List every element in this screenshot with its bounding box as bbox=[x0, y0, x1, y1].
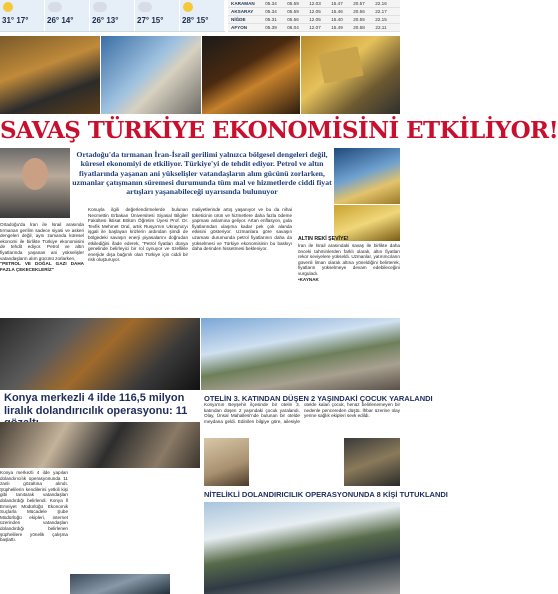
prayer-time: 12.05 bbox=[309, 17, 321, 22]
prayer-city: KARAMAN bbox=[231, 1, 255, 6]
prayer-time: 05.56 bbox=[287, 17, 299, 22]
cloud-icon bbox=[93, 2, 107, 12]
sun-cloud-icon bbox=[3, 2, 13, 12]
photo-suspects bbox=[70, 574, 170, 594]
article-column-4 bbox=[298, 236, 400, 322]
photo-gold-chart bbox=[334, 148, 400, 204]
page-headline: SAVAŞ TÜRKİYE EKONOMİSİNİ ETKİLİYOR! bbox=[0, 117, 558, 144]
article-text: İran ile İsrail arasındaki savaş ile birlikte daha önceki tahminlerden farklı olarak, altın fiyatları rekor seviyelere yükseldi. Uzmanlar, yatırımcıların güvenli liman olarak altına yöneldiğini belirterek, fiyatların yükselmeye devam edebileceğini vurguladı. bbox=[298, 243, 400, 276]
photo-gold-bars bbox=[301, 36, 400, 114]
weather-temp: 26° 14° bbox=[47, 16, 74, 25]
weather-day-5 bbox=[180, 0, 225, 31]
article-column-1 bbox=[0, 222, 84, 320]
weather-day-1 bbox=[0, 0, 45, 31]
photo-city-view bbox=[201, 318, 400, 390]
author-photo bbox=[0, 148, 70, 218]
prayer-row bbox=[228, 8, 400, 16]
prayer-time: 22.15 bbox=[375, 17, 387, 22]
photo-hotel bbox=[204, 438, 249, 486]
prayer-city: AKSARAY bbox=[231, 9, 254, 14]
story-body-otel-2 bbox=[252, 438, 342, 488]
prayer-time: 05.39 bbox=[265, 25, 277, 30]
prayer-row bbox=[228, 0, 400, 8]
prayer-row bbox=[228, 16, 400, 24]
article-text: maliyetlerinde artış yaşanıyor ve bu da nihai tüketicinin ürün ve hizmetlere daha fazla ödeme yapması anlamına geliyor. Artan enflasyon, gıda fiyatlarından ulaşıma kadar pek çok alanda etkisini gösteriyor. Uzmanlara göre savaşın uzaması durumunda petrol fiyatlarının daha da yükselmesi ve Türkiye ekonomisinin bu baskıyı daha derinden hissetmesi bekleniyor. bbox=[192, 207, 292, 252]
prayer-time: 20.57 bbox=[353, 1, 365, 6]
article-signature: •KAYNAK bbox=[298, 276, 319, 282]
story-headline-otel: OTELİN 3. KATINDAN DÜŞEN 2 YAŞINDAKİ ÇOCUK YARALANDI bbox=[204, 394, 433, 403]
photo-oil-rig bbox=[202, 36, 300, 114]
photo-police-operation bbox=[0, 422, 200, 468]
prayer-city: NİĞDE bbox=[231, 17, 246, 22]
prayer-time: 22.16 bbox=[375, 1, 387, 6]
prayer-time: 06.04 bbox=[287, 25, 299, 30]
prayer-time: 15.47 bbox=[331, 1, 343, 6]
story-body-konya-3 bbox=[136, 470, 200, 570]
prayer-city: AFYON bbox=[231, 25, 248, 30]
prayer-time: 05.59 bbox=[287, 9, 299, 14]
story-headline-konya: Konya merkezli 4 ilde 116,5 milyon liralık dolandırıcılık operasyonu: 11 bbox=[4, 392, 188, 417]
prayer-time: 05.59 bbox=[287, 1, 299, 6]
prayer-time: 20.58 bbox=[353, 25, 365, 30]
photo-arrest bbox=[204, 502, 400, 594]
prayer-time: 15.46 bbox=[331, 9, 343, 14]
prayer-time: 20.56 bbox=[353, 9, 365, 14]
photo-fuel-pump bbox=[101, 36, 201, 114]
prayer-time: 20.55 bbox=[353, 17, 365, 22]
prayer-time: 15.40 bbox=[331, 17, 343, 22]
photo-ambulance bbox=[344, 438, 400, 486]
weather-temp: 27° 15° bbox=[137, 16, 164, 25]
weather-temp: 26° 13° bbox=[92, 16, 119, 25]
weather-day-2 bbox=[45, 0, 90, 31]
article-text: Konuyla ilgili değerlendirmelerde bulunan Necmettin Erbakan Üniversitesi Siyasal Bilgiler Fakültesi İktisat Bölüm Öğretim Üyesi Prof. Dr. Tevfik Mehmet Oral, artık Rusya'nın Ukrayna'yı işgali ile başlayan krizlerin ardından şimdi de bölgedeki savaşın enerji piyasalarını doğrudan etkilediğini ifade ederek, "Petrol fiyatları dünya genelinde belirleyici bir rol oynuyor ve özellikle enerjide dışa bağımlı olan Türkiye için ciddi bir risk oluşturuyor. bbox=[88, 207, 188, 263]
prayer-time: 05.31 bbox=[265, 17, 277, 22]
photo-oil-refinery bbox=[0, 318, 200, 390]
weather-day-3 bbox=[90, 0, 135, 31]
story-body-konya: Konya merkezli 4 ilde yapılan dolandırıcılık operasyonunda 11 zanlı gözaltına alındı. Şüphelilerin kendilerini yetkili kişi gibi tanıtarak vatandaşları dolandırdığı belirlendi. Konya İl Emniyet Müdürlüğü Ekonomik Suçlarla Mücadele Şube Müdürlüğü ekipleri, internet üzerinden vatandaşları dolandırdığı belirlenen şüphelilere yönelik çalışma başlattı. bbox=[0, 470, 68, 543]
article-text: Ortadoğu'da İran ile İsrail arasında tırmanan gerilim sadece siyasi ve askeri dengeleri değil, aynı zamanda küresel ekonomi ile birlikte Türkiye ekonomisini de tehdit ediyor. Petrol ve altın fiyatlarında yaşanan ani yükselişler vatandaşların alım gücünü zorlarken, bbox=[0, 222, 84, 261]
weather-day-4 bbox=[135, 0, 180, 31]
weather-temp: 31° 17° bbox=[2, 16, 29, 25]
prayer-time: 12.05 bbox=[309, 9, 321, 14]
prayer-time: 15.49 bbox=[331, 25, 343, 30]
weather-bar bbox=[0, 0, 225, 32]
prayer-time: 12.07 bbox=[309, 25, 321, 30]
story-body-otel: Konya'nın Beyşehir ilçesinde bir otelin 3. katından düşen 2 yaşındaki çocuk yaralandı. Olay, Ünsal Mahallesi'nde bulunan bir otelde meydana geldi. Edinilen bilgiye göre, ailesiyle otelde kalan çocuk, henüz belirlenemeyen bir nedenle pencereden düştü. İhbar üzerine olay yerine sağlık ekipleri sevk edildi. bbox=[204, 402, 400, 424]
prayer-time: 22.17 bbox=[375, 9, 387, 14]
prayer-row bbox=[228, 24, 400, 32]
sun-icon bbox=[183, 2, 193, 12]
lead-paragraph: Ortadoğu'da tırmanan İran-İsrail gerilimi yalnızca bölgesel dengeleri değil, küresel ekonomiyi de etkiliyor. Türkiye'yi de tehdit ediyor. Petrol ve altın fiyatlarında yaşanan ani yükselişler vatandaşların alım gücünü zorlarken, uzmanlar çatışmanın süremesi durumunda tüm mal ve hizmetlerde ciddi fiyat artışları yaşanabileceği uyarısında bulunuyor bbox=[72, 150, 332, 197]
prayer-time: 05.34 bbox=[265, 1, 277, 6]
prayer-time: 12.03 bbox=[309, 1, 321, 6]
article-subheading: "PETROL VE DOĞAL GAZI DAHA FAZLA ÇEKECEKLERİZ" bbox=[0, 261, 84, 272]
weather-temp: 28° 15° bbox=[182, 16, 209, 25]
article-column-2 bbox=[88, 207, 188, 319]
prayer-times-table bbox=[228, 0, 400, 32]
story-body-konya-2 bbox=[70, 470, 134, 570]
story-headline-nitelikli: NİTELİKLİ DOLANDIRICILIK OPERASYONUNDA 8 KİŞİ TUTUKLANDI bbox=[204, 490, 448, 499]
photo-oil-drop bbox=[0, 36, 100, 114]
article-column-3 bbox=[192, 207, 292, 319]
article-subheading: ALTIN REKİ ŞEVİYE! bbox=[298, 236, 349, 242]
prayer-time: 05.34 bbox=[265, 9, 277, 14]
cloud-icon bbox=[48, 2, 62, 12]
cloud-icon bbox=[138, 2, 152, 12]
prayer-time: 22.11 bbox=[375, 25, 387, 30]
